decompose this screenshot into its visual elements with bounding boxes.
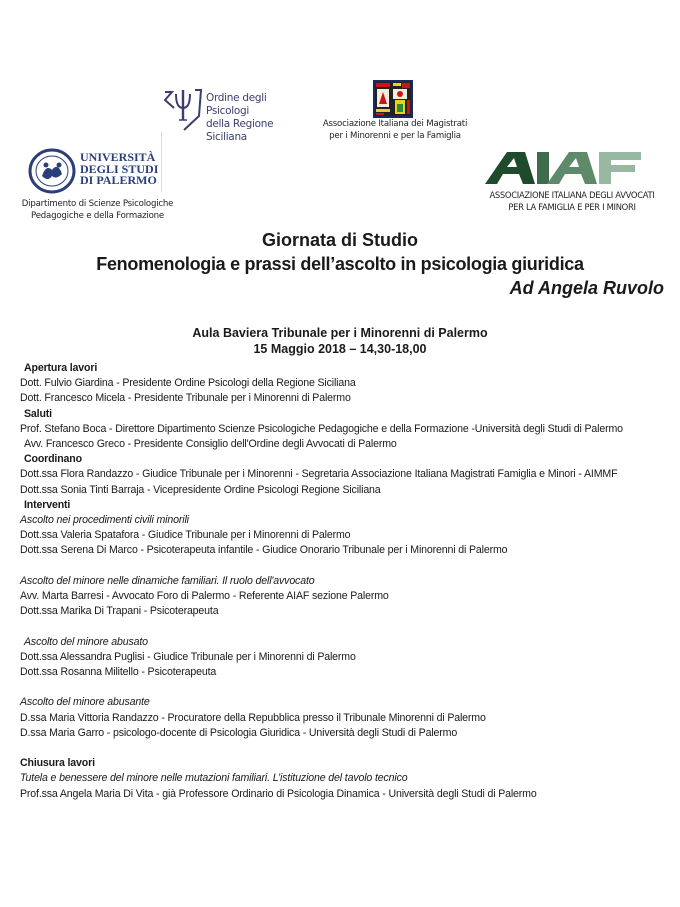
session-topic: Ascolto del minore abusante: [20, 696, 150, 709]
event-venue: Aula Baviera Tribunale per i Minorenni di Palermo: [192, 326, 488, 340]
section-heading: Coordinano: [24, 453, 82, 466]
speaker: Prof. Stefano Boca - Direttore Dipartimento Scienze Psicologiche Pedagogiche e della Formazione -Università degli Studi di Palermo: [20, 422, 623, 435]
aimmf-logo: [373, 80, 413, 118]
aiaf-name: [472, 189, 672, 213]
unipa-seal-icon: [28, 148, 76, 194]
department-name: [15, 198, 180, 222]
session-topic: Ascolto del minore abusato: [24, 635, 148, 648]
speaker: Prof.ssa Angela Maria Di Vita - già Professore Ordinario di Psicologia Dinamica - Università degli Studi di Palermo: [20, 787, 537, 800]
speaker: Avv. Francesco Greco - Presidente Consiglio dell'Ordine degli Avvocati di Palermo: [24, 438, 397, 451]
session-topic: Tutela e benessere del minore nelle mutazioni familiari. L’istituzione del tavolo tecnico: [20, 772, 408, 785]
ordine-psicologi-logo: [162, 86, 312, 143]
ordine-psicologi-name: [206, 92, 312, 144]
unipa-line2: DEGLI STUDI: [80, 161, 159, 176]
section-heading: Chiusura lavori: [20, 757, 95, 770]
program: [20, 361, 670, 802]
ordine-psicologi-line2: della Regione Siciliana: [206, 118, 274, 143]
ordine-psicologi-line1: Ordine degli Psicologi: [206, 92, 267, 117]
speaker: Dott.ssa Marika Di Trapani - Psicoterapeuta: [20, 605, 219, 618]
speaker: Dott.ssa Alessandra Puglisi - Giudice Tribunale per i Minorenni di Palermo: [20, 650, 356, 663]
spacer: [20, 559, 670, 574]
speaker: Dott.ssa Flora Randazzo - Giudice Tribunale per i Minorenni - Segretaria Associazione Italiana Magistrati Famiglia e Minori - AIMMF: [20, 468, 618, 481]
speaker: Dott.ssa Rosanna Militello - Psicoterapeuta: [20, 666, 217, 679]
spacer: [20, 680, 670, 695]
speaker: Dott. Francesco Micela - Presidente Tribunale per i Minorenni di Palermo: [20, 392, 351, 405]
section-heading: Apertura lavori: [24, 362, 98, 374]
department-line2: Pedagogiche e della Formazione: [31, 211, 164, 221]
aiaf-line2: PER LA FAMIGLIA E PER I MINORI: [508, 202, 636, 212]
aiaf-logo: [485, 150, 643, 186]
psi-symbol-icon: [162, 86, 204, 132]
speaker: D.ssa Maria Garro - psicologo-docente di Psicologia Giuridica - Università degli Studi di Palermo: [20, 726, 458, 739]
unipa-line3: DI PALERMO: [80, 173, 157, 187]
aimmf-emblem-icon: [373, 80, 413, 118]
logo-divider: [161, 132, 162, 192]
event-date: 15 Maggio 2018 – 14,30-18,00: [253, 342, 427, 356]
section-heading: Interventi: [24, 498, 71, 511]
spacer: [20, 741, 670, 756]
session-topic: Ascolto nei procedimenti civili minorili: [20, 514, 189, 527]
spacer: [20, 619, 670, 634]
unipa-line1: UNIVERSITÀ: [80, 150, 156, 164]
event-dedication: Ad Angela Ruvolo: [509, 278, 664, 298]
speaker: Dott.ssa Serena Di Marco - Psicoterapeuta infantile - Giudice Onorario Tribunale per i Minorenni di Palermo: [20, 544, 508, 557]
aimmf-line1: Associazione Italiana dei Magistrati: [322, 119, 468, 129]
speaker: Avv. Marta Barresi - Avvocato Foro di Palermo - Referente AIAF sezione Palermo: [20, 590, 389, 603]
speaker: Dott. Fulvio Giardina - Presidente Ordine Psicologi della Regione Siciliana: [20, 377, 356, 390]
aiaf-line1: ASSOCIAZIONE ITALIANA DEGLI AVVOCATI: [489, 190, 655, 200]
aimmf-line2: per i Minorenni e per la Famiglia: [329, 131, 461, 141]
unipa-name: [80, 152, 158, 187]
event-type: Giornata di Studio: [262, 230, 418, 250]
department-line1: Dipartimento di Scienze Psicologiche: [21, 199, 174, 209]
session-topic: Ascolto del minore nelle dinamiche familiari. Il ruolo dell'avvocato: [20, 574, 315, 587]
aimmf-name: [315, 118, 475, 142]
speaker: Dott.ssa Sonia Tinti Barraja - Vicepresidente Ordine Psicologi Regione Siciliana: [20, 483, 381, 496]
unipa-logo: [28, 148, 168, 194]
section-heading: Saluti: [24, 407, 52, 420]
speaker: Dott.ssa Valeria Spatafora - Giudice Tribunale per i Minorenni di Palermo: [20, 529, 351, 542]
speaker: D.ssa Maria Vittoria Randazzo - Procuratore della Repubblica presso il Tribunale Minorenni di Palermo: [20, 711, 486, 724]
aiaf-wordmark-icon: [485, 150, 643, 186]
event-title: Fenomenologia e prassi dell’ascolto in psicologia giuridica: [96, 254, 584, 274]
